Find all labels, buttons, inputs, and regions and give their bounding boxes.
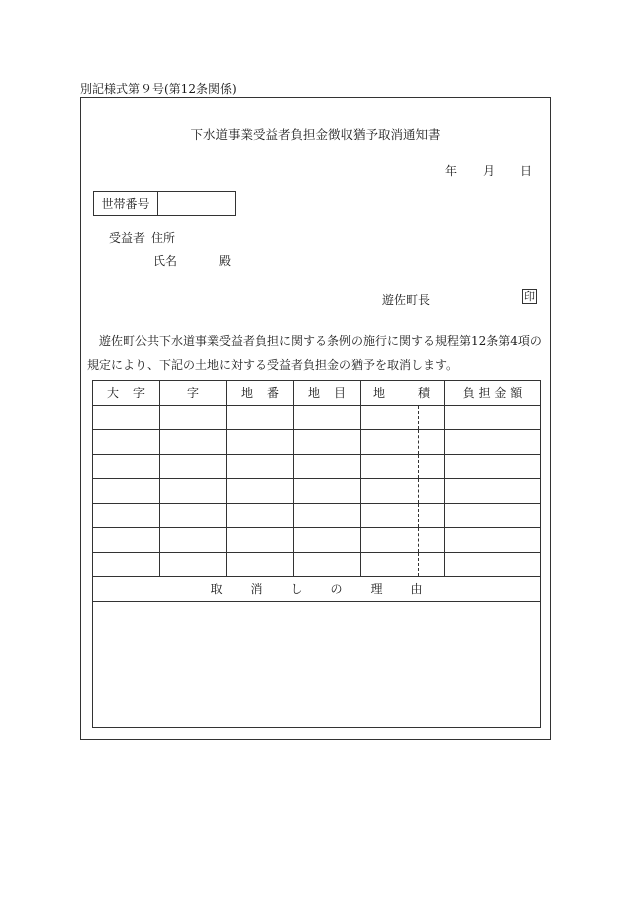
- col-chiseki-header: 地 積: [361, 381, 445, 406]
- beneficiary-name-line: [153, 252, 231, 269]
- table-row: [93, 528, 541, 553]
- cell-area-int[interactable]: [361, 430, 419, 455]
- cell-aza[interactable]: [160, 479, 227, 504]
- name-label: 氏名: [153, 254, 178, 268]
- col-aza-header: 字: [160, 381, 227, 406]
- beneficiary-address-line: [109, 229, 175, 246]
- land-rows: [93, 405, 541, 577]
- cell-area-dec[interactable]: [419, 528, 445, 553]
- cell-amount[interactable]: [445, 479, 541, 504]
- cell-aza[interactable]: [160, 552, 227, 577]
- household-number-field[interactable]: [158, 192, 235, 215]
- cell-aza[interactable]: [160, 430, 227, 455]
- date-month-label: 月: [483, 164, 496, 178]
- table-row: [93, 552, 541, 577]
- cell-chimoku[interactable]: [294, 552, 361, 577]
- cell-chiban[interactable]: [227, 430, 294, 455]
- date-day-label: 日: [520, 164, 533, 178]
- household-number-label: 世帯番号: [94, 192, 158, 215]
- issuer-title: 遊佐町長: [382, 293, 431, 307]
- document-title: 下水道事業受益者負担金徴収猶予取消通知書: [190, 127, 441, 142]
- cell-area-int[interactable]: [361, 405, 419, 430]
- date-row: [445, 162, 533, 179]
- form-id: 別記様式第９号(第12条関係): [80, 82, 237, 96]
- col-oaza-header: 大 字: [93, 381, 160, 406]
- cell-area-int[interactable]: [361, 454, 419, 479]
- cell-area-dec[interactable]: [419, 454, 445, 479]
- beneficiary-label: 受益者: [109, 231, 146, 245]
- cell-chiban[interactable]: [227, 479, 294, 504]
- reason-header: 取 消 し の 理 由: [93, 577, 541, 602]
- cell-area-dec[interactable]: [419, 430, 445, 455]
- table-row: [93, 479, 541, 504]
- reason-body-row: [93, 601, 541, 727]
- cell-chiban[interactable]: [227, 503, 294, 528]
- cell-amount[interactable]: [445, 552, 541, 577]
- cell-area-dec[interactable]: [419, 405, 445, 430]
- reason-header-row: [93, 577, 541, 602]
- cell-area-int[interactable]: [361, 479, 419, 504]
- cell-aza[interactable]: [160, 503, 227, 528]
- cell-area-int[interactable]: [361, 552, 419, 577]
- table-header-row: [93, 381, 541, 406]
- cell-aza[interactable]: [160, 528, 227, 553]
- col-amount-header: 負 担 金 額: [445, 381, 541, 406]
- cell-amount[interactable]: [445, 503, 541, 528]
- col-chimoku-header: 地 目: [294, 381, 361, 406]
- table-row: [93, 405, 541, 430]
- cell-area-dec[interactable]: [419, 552, 445, 577]
- cell-chiban[interactable]: [227, 454, 294, 479]
- cell-amount[interactable]: [445, 405, 541, 430]
- cell-oaza[interactable]: [93, 503, 160, 528]
- cell-chiban[interactable]: [227, 405, 294, 430]
- reason-field[interactable]: [93, 601, 541, 727]
- cell-area-int[interactable]: [361, 528, 419, 553]
- body-text: 遊佐町公共下水道事業受益者負担に関する条例の施行に関する規程第12条第4項の規定により、下記の土地に対する受益者負担金の猶予を取消します。: [87, 334, 542, 372]
- cell-chimoku[interactable]: [294, 528, 361, 553]
- cell-chimoku[interactable]: [294, 430, 361, 455]
- table-row: [93, 503, 541, 528]
- notice-form: [80, 97, 551, 740]
- cell-chimoku[interactable]: [294, 454, 361, 479]
- address-label: 住所: [151, 231, 176, 245]
- cell-oaza[interactable]: [93, 479, 160, 504]
- cell-chimoku[interactable]: [294, 479, 361, 504]
- cell-oaza[interactable]: [93, 454, 160, 479]
- cell-chiban[interactable]: [227, 528, 294, 553]
- cell-oaza[interactable]: [93, 552, 160, 577]
- cell-aza[interactable]: [160, 405, 227, 430]
- seal-box: 印: [524, 290, 535, 303]
- honorific: 殿: [219, 254, 232, 268]
- cell-oaza[interactable]: [93, 430, 160, 455]
- cell-amount[interactable]: [445, 528, 541, 553]
- table-row: [93, 454, 541, 479]
- cell-oaza[interactable]: [93, 528, 160, 553]
- household-number-box: [93, 191, 236, 216]
- cell-aza[interactable]: [160, 454, 227, 479]
- col-chiban-header: 地 番: [227, 381, 294, 406]
- table-row: [93, 430, 541, 455]
- cell-area-int[interactable]: [361, 503, 419, 528]
- cell-chimoku[interactable]: [294, 503, 361, 528]
- cell-amount[interactable]: [445, 454, 541, 479]
- cell-oaza[interactable]: [93, 405, 160, 430]
- cell-chiban[interactable]: [227, 552, 294, 577]
- land-table: [92, 380, 541, 728]
- date-year-label: 年: [445, 164, 458, 178]
- cell-area-dec[interactable]: [419, 503, 445, 528]
- cell-chimoku[interactable]: [294, 405, 361, 430]
- cell-amount[interactable]: [445, 430, 541, 455]
- cell-area-dec[interactable]: [419, 479, 445, 504]
